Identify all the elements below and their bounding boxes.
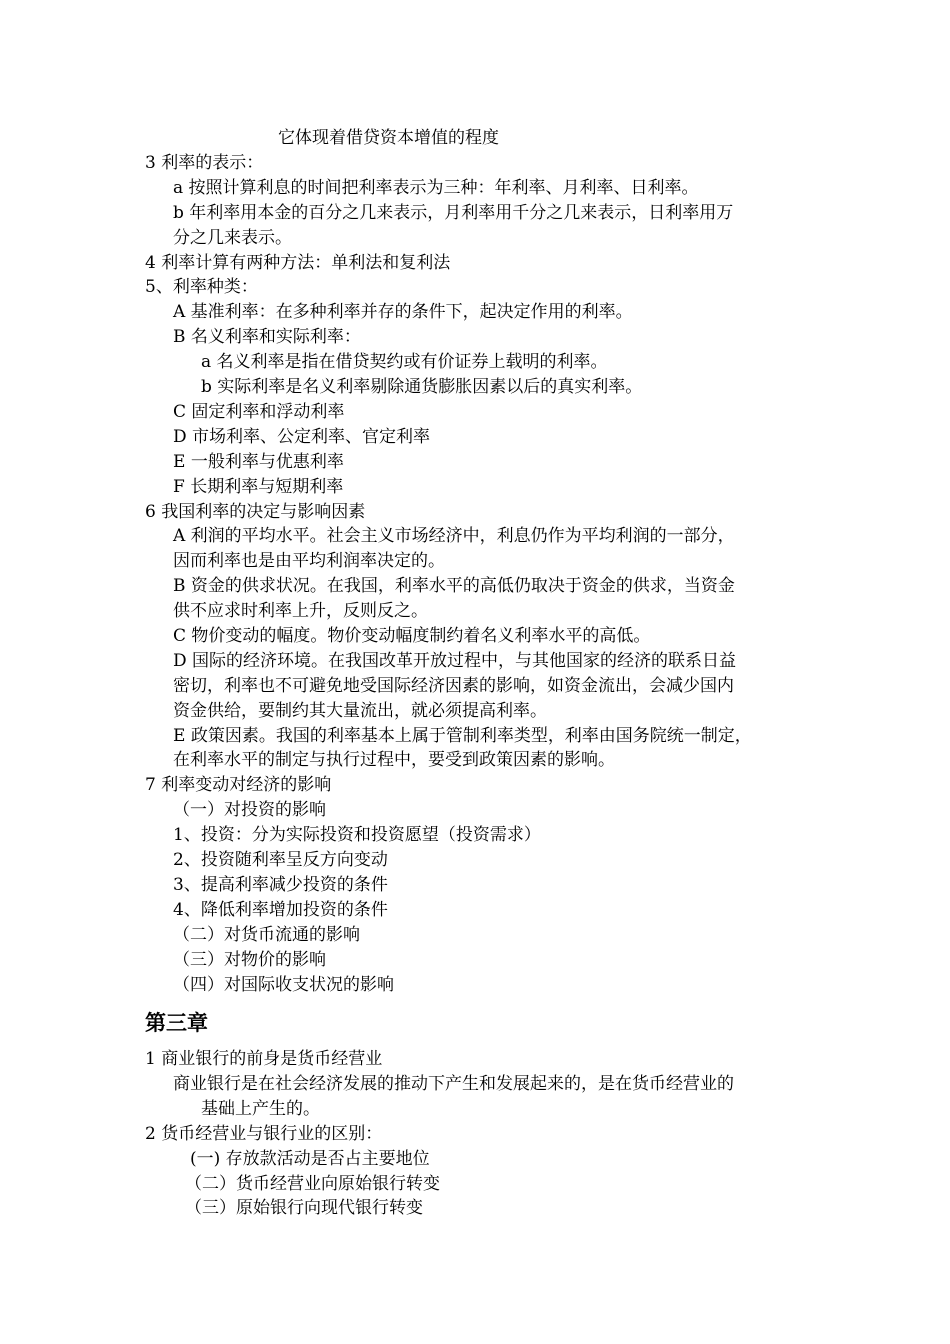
text-line: 6 我国利率的决定与影响因素 — [145, 502, 366, 522]
text-line: E 一般利率与优惠利率 — [173, 452, 344, 472]
text-line: a 按照计算利息的时间把利率表示为三种：年利率、月利率、日利率。 — [173, 178, 699, 198]
text-line: E 政策因素。我国的利率基本上属于管制利率类型，利率由国务院统一制定， — [173, 726, 752, 746]
text-line: 7 利率变动对经济的影响 — [145, 775, 332, 795]
text-line: （三）原始银行向现代银行转变 — [185, 1198, 423, 1218]
text-line: (一) 存放款活动是否占主要地位 — [190, 1149, 430, 1169]
text-line: 1、投资：分为实际投资和投资愿望（投资需求） — [173, 825, 541, 845]
text-line: F 长期利率与短期利率 — [173, 477, 344, 497]
text-line: 2、投资随利率呈反方向变动 — [173, 850, 388, 870]
text-line: B 名义利率和实际利率： — [173, 327, 361, 347]
text-line: （二）货币经营业向原始银行转变 — [185, 1174, 440, 1194]
text-line: A 基准利率：在多种利率并存的条件下，起决定作用的利率。 — [173, 302, 633, 322]
text-line: B 资金的供求状况。在我国，利率水平的高低仍取决于资金的供求，当资金 — [173, 576, 735, 596]
text-line: 供不应求时利率上升，反则反之。 — [173, 601, 428, 621]
text-line: D 国际的经济环境。在我国改革开放过程中，与其他国家的经济的联系日益 — [173, 651, 737, 671]
text-line: D 市场利率、公定利率、官定利率 — [173, 427, 431, 447]
text-line: b 实际利率是名义利率剔除通货膨胀因素以后的真实利率。 — [201, 377, 643, 397]
text-line: 2 货币经营业与银行业的区别： — [145, 1124, 383, 1144]
text-line: 商业银行是在社会经济发展的推动下产生和发展起来的，是在货币经营业的 — [173, 1074, 734, 1094]
text-line: （四）对国际收支状况的影响 — [173, 975, 394, 995]
text-line: A 利润的平均水平。社会主义市场经济中，利息仍作为平均利润的一部分， — [173, 526, 735, 546]
text-line: 分之几来表示。 — [173, 228, 292, 248]
text-line: 4、降低利率增加投资的条件 — [173, 900, 388, 920]
text-line: 资金供给，要制约其大量流出，就必须提高利率。 — [173, 701, 547, 721]
text-line: 密切，利率也不可避免地受国际经济因素的影响，如资金流出，会减少国内 — [173, 676, 734, 696]
text-line: 3、提高利率减少投资的条件 — [173, 875, 388, 895]
text-line: 在利率水平的制定与执行过程中，要受到政策因素的影响。 — [173, 750, 615, 770]
text-line: C 固定利率和浮动利率 — [173, 402, 345, 422]
text-line: a 名义利率是指在借贷契约或有价证券上载明的利率。 — [201, 352, 608, 372]
text-line: 它体现着借贷资本增值的程度 — [278, 128, 499, 148]
text-line: 4 利率计算有两种方法：单利法和复利法 — [145, 253, 451, 273]
text-line: （二）对货币流通的影响 — [173, 925, 360, 945]
chapter-heading: 第三章 — [145, 1011, 208, 1035]
text-line: 基础上产生的。 — [201, 1099, 320, 1119]
text-line: 3 利率的表示： — [145, 153, 264, 173]
text-line: 5、利率种类： — [145, 277, 258, 297]
text-line: 因而利率也是由平均利润率决定的。 — [173, 551, 445, 571]
text-line: C 物价变动的幅度。物价变动幅度制约着名义利率水平的高低。 — [173, 626, 651, 646]
text-line: 1 商业银行的前身是货币经营业 — [145, 1049, 383, 1069]
text-line: （一）对投资的影响 — [173, 800, 326, 820]
text-line: （三）对物价的影响 — [173, 950, 326, 970]
text-line: b 年利率用本金的百分之几来表示，月利率用千分之几来表示，日利率用万 — [173, 203, 734, 223]
